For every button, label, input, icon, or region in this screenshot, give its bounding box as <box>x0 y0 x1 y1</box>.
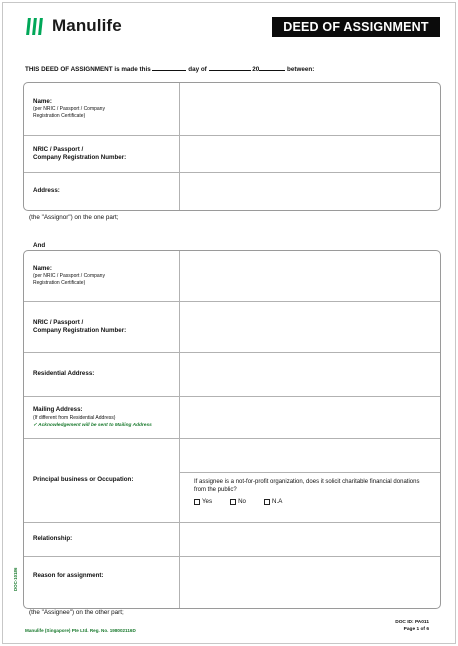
assignor-name-row <box>24 83 440 135</box>
assignee-reason-label: Reason for assignment: <box>24 557 180 608</box>
assignee-mailing-row <box>24 396 440 438</box>
option-yes[interactable]: Yes <box>194 498 212 505</box>
assignor-nric-field[interactable] <box>180 136 440 172</box>
assignee-reason-row <box>24 556 440 608</box>
assignor-name-label: Name: (per NRIC / Passport / Company Registration Certificate) <box>24 83 180 135</box>
document-title: DEED OF ASSIGNMENT <box>272 17 440 37</box>
footer-company: Manulife (Singapore) Pte Ltd. Reg. No. 198002116D <box>25 628 136 633</box>
manulife-bars-icon <box>27 18 42 35</box>
assignee-residential-label: Residential Address: <box>24 353 180 396</box>
deed-text-3: 20 <box>252 66 260 73</box>
assignee-relationship-row <box>24 522 440 556</box>
deed-text-1: THIS DEED OF ASSIGNMENT is made this <box>25 66 151 73</box>
assignee-relationship-field[interactable] <box>180 523 440 556</box>
assignee-nric-row <box>24 301 440 352</box>
doc-id: DOC ID: PA011 <box>395 620 429 625</box>
assignee-closing: (the "Assignee") on the other part; <box>29 609 124 616</box>
document-page <box>2 2 456 644</box>
assignor-name-field[interactable] <box>180 83 440 135</box>
assignor-address-row <box>24 172 440 210</box>
side-doc-code: DOC-10186 <box>13 567 18 591</box>
assignor-address-field[interactable] <box>180 173 440 210</box>
assignee-principal-row <box>24 438 440 522</box>
yes-checkbox[interactable] <box>194 499 200 505</box>
deed-text-4: between: <box>287 66 315 73</box>
assignee-principal-cell <box>180 439 440 522</box>
manulife-logo <box>27 16 122 36</box>
assignor-closing: (the "Assignor") on the one part; <box>29 214 119 221</box>
assignee-nric-label: NRIC / Passport / Company Registration Number: <box>24 302 180 352</box>
assignee-nric-field[interactable] <box>180 302 440 352</box>
mailing-note: ✓ Acknowledgement will be sent to Mailing Address <box>33 422 152 428</box>
and-label: And <box>33 242 46 249</box>
brand-name: Manulife <box>52 16 122 35</box>
month-blank[interactable] <box>209 65 251 71</box>
page-number: Page 1 of 6 <box>403 627 429 632</box>
assignee-mailing-label: Mailing Address: (If different from Residential Address) ✓ Acknowledgement will be sent to Mailing Address <box>24 397 180 438</box>
assignee-residential-field[interactable] <box>180 353 440 396</box>
assignor-table <box>23 82 441 211</box>
assignee-principal-field[interactable] <box>180 439 440 473</box>
assignor-nric-row <box>24 135 440 172</box>
option-no[interactable]: No <box>230 498 246 505</box>
assignee-relationship-label: Relationship: <box>24 523 180 556</box>
assignee-name-row <box>24 251 440 301</box>
assignee-name-field[interactable] <box>180 251 440 301</box>
deed-date-line <box>25 65 314 73</box>
assignor-address-label: Address: <box>24 173 180 210</box>
footer-doc-info <box>395 619 429 633</box>
charity-question: If assignee is a not-for-profit organization, does it solicit charitable financial donations from the public? <box>194 479 420 493</box>
deed-text-2: day of <box>188 66 207 73</box>
charity-question-block <box>180 473 440 522</box>
assignee-mailing-field[interactable] <box>180 397 440 438</box>
charity-options <box>194 498 426 505</box>
na-checkbox[interactable] <box>264 499 270 505</box>
no-checkbox[interactable] <box>230 499 236 505</box>
option-na[interactable]: N.A <box>264 498 282 505</box>
assignee-table <box>23 250 441 609</box>
assignee-reason-field[interactable] <box>180 557 440 608</box>
assignee-name-label: Name: (per NRIC / Passport / Company Registration Certificate) <box>24 251 180 301</box>
day-blank[interactable] <box>152 65 186 71</box>
assignor-nric-label: NRIC / Passport / Company Registration Number: <box>24 136 180 172</box>
assignee-residential-row <box>24 352 440 396</box>
assignee-principal-label: Principal business or Occupation: <box>24 439 180 522</box>
year-blank[interactable] <box>259 65 285 71</box>
